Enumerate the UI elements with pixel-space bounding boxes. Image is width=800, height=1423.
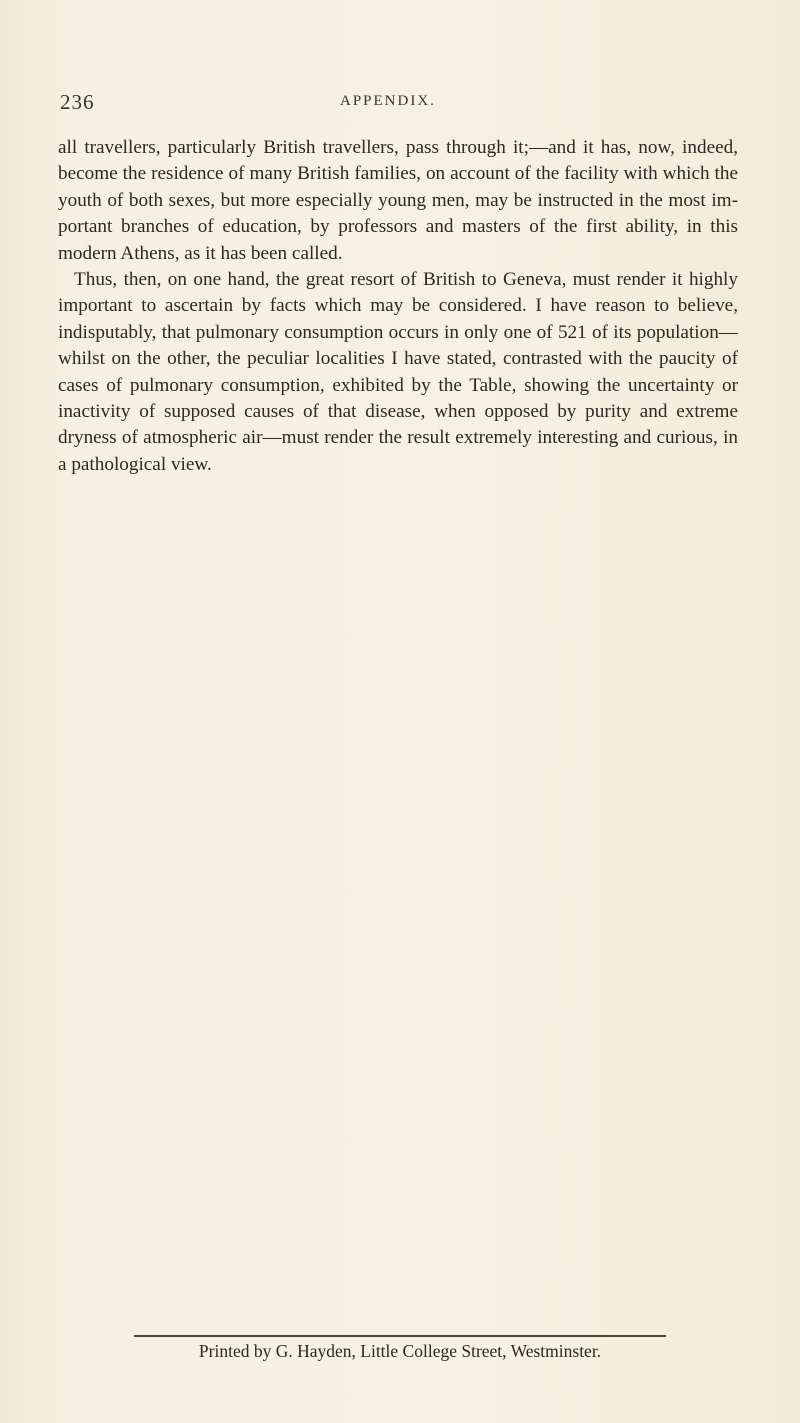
paragraph-2: Thus, then, on one hand, the great resort of British to Geneva, must render it highly important to ascertain by facts which may be considered. I have reason to believe, indisputably, that pulmonary consumption occurs in only one of 521 of its population—whilst on the other, the peculiar localities I have stated, contrasted with the paucity of cases of pulmonary consumption, exhibited by the Table, showing the uncertainty or inactivity of supposed causes of that disease, when opposed by purity and extreme dryness of atmospheric air—must render the result extremely interesting and curious, in a pathological view. — [58, 269, 738, 475]
page-header — [60, 90, 740, 114]
body-text — [58, 135, 738, 478]
page-number: 236 — [60, 90, 95, 114]
running-head: APPENDIX. — [340, 93, 436, 109]
imprint-rule — [134, 1335, 666, 1337]
printer-imprint: Printed by G. Hayden, Little College Street, Westminster. — [198, 1341, 602, 1361]
paragraph-1: all travellers, particularly British travellers, pass through it;—and it has, now, indeed, become the residence of many British families, on account of the facility with which the youth of both sexes, but more especially young men, may be instructed in the most important branches of education, by professors and masters of the first ability, in this modern Athens, as it has been called. — [58, 137, 738, 264]
